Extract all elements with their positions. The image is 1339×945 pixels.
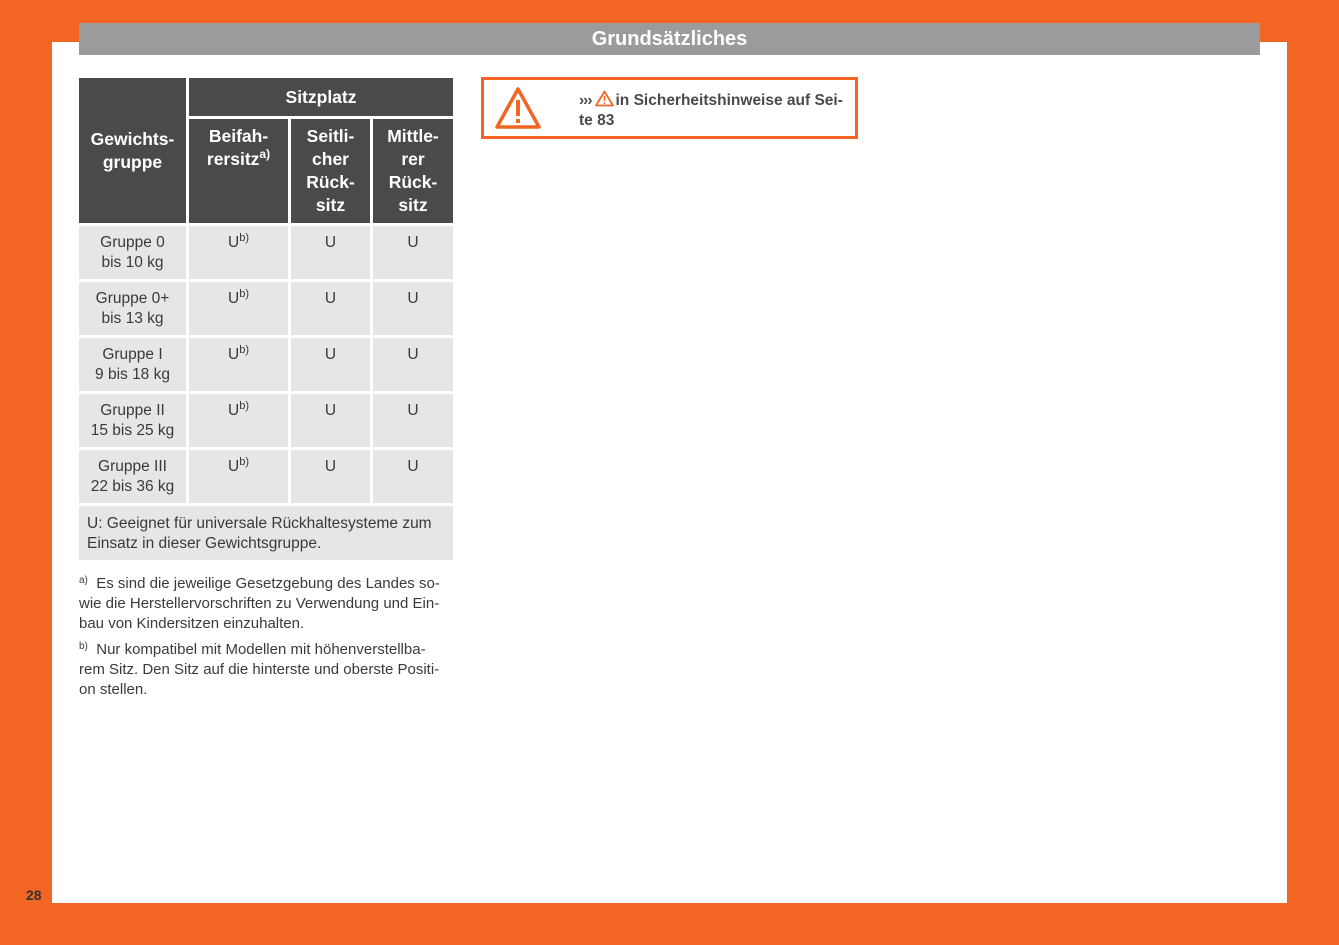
table-legend: U: Geeignet für universale Rückhaltesysteme zum Einsatz in dieser Gewichtsgruppe. <box>79 503 453 560</box>
cell-middle-rear: U <box>370 223 453 279</box>
cell-weight-group: Gruppe III 22 bis 36 kg <box>79 447 186 503</box>
table-row <box>79 391 453 447</box>
table-row <box>79 279 453 335</box>
cell-side-rear: U <box>288 335 370 391</box>
cell-side-rear: U <box>288 391 370 447</box>
section-header <box>79 23 1260 55</box>
table-legend-row <box>79 503 453 560</box>
footnote-b: $^{b)}$ Nur kompatibel mit Modellen mit höhenverstellba- rem Sitz. Den Sitz auf die hinterste und oberste Positi- on stellen. <box>79 641 440 698</box>
cell-passenger: $U^{b)}$ <box>186 335 288 391</box>
table-row <box>79 447 453 503</box>
cell-passenger: $U^{b)}$ <box>186 279 288 335</box>
page-number: 28 <box>26 887 42 903</box>
header-passenger-seat: Beifah- rersitz$^{a)}$ <box>186 116 288 223</box>
header-seat: Sitzplatz <box>186 78 453 116</box>
warning-box <box>481 77 858 139</box>
cell-passenger: $U^{b)}$ <box>186 447 288 503</box>
cell-passenger: $U^{b)}$ <box>186 391 288 447</box>
cell-weight-group: Gruppe 0 bis 10 kg <box>79 223 186 279</box>
small-warning-icon <box>595 90 614 107</box>
cell-middle-rear: U <box>370 391 453 447</box>
cell-side-rear: U <box>288 447 370 503</box>
cell-side-rear: U <box>288 223 370 279</box>
header-side-rear-seat: Seitli- cher Rück- sitz <box>288 116 370 223</box>
cell-weight-group: Gruppe 0+ bis 13 kg <box>79 279 186 335</box>
cell-passenger: $U^{b)}$ <box>186 223 288 279</box>
warning-triangle-icon <box>494 86 542 130</box>
section-title: Grundsätzliches <box>591 27 748 50</box>
table-row <box>79 335 453 391</box>
arrows-icon: ››› <box>579 92 592 109</box>
warning-reference[interactable]: ››› in Sicherheitshinweise auf Sei- te 83 <box>579 92 843 129</box>
child-seat-table <box>79 78 453 560</box>
cell-middle-rear: U <box>370 279 453 335</box>
cell-side-rear: U <box>288 279 370 335</box>
footnotes <box>79 574 453 706</box>
header-weight-group: Gewichts- gruppe <box>79 78 186 223</box>
table-row <box>79 223 453 279</box>
cell-middle-rear: U <box>370 335 453 391</box>
cell-weight-group: Gruppe I 9 bis 18 kg <box>79 335 186 391</box>
cell-weight-group: Gruppe II 15 bis 25 kg <box>79 391 186 447</box>
header-middle-rear-seat: Mittle- rer Rück- sitz <box>370 116 453 223</box>
cell-middle-rear: U <box>370 447 453 503</box>
footnote-a: $^{a)}$ Es sind die jeweilige Gesetzgebung des Landes so- wie die Herstellervorschriften zu Verwendung und Ein- bau von Kindersitzen einzuhalten. <box>79 575 440 632</box>
